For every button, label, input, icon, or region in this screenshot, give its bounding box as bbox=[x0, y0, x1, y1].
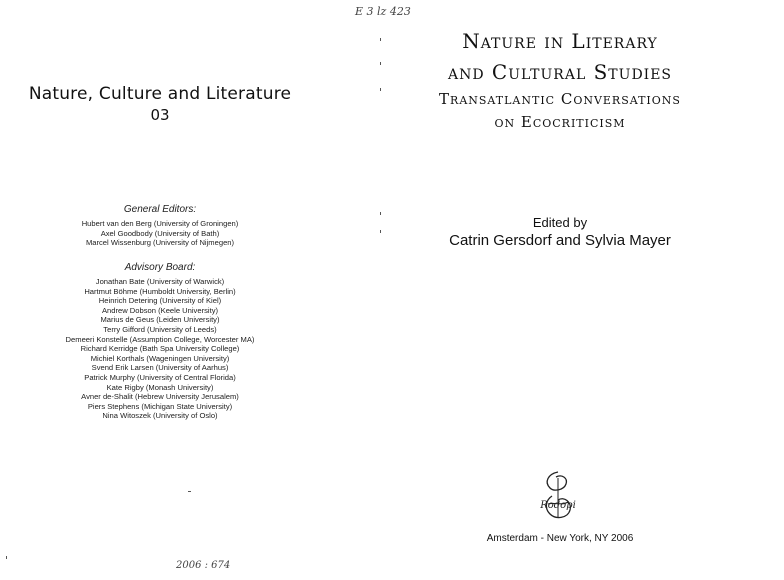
edited-by-label: Edited by bbox=[532, 215, 588, 230]
board-member: Heinrich Detering (University of Kiel) bbox=[98, 296, 222, 306]
board-member: Michiel Korthals (Wageningen University) bbox=[90, 353, 230, 363]
publisher-logo-text: Rodopi bbox=[540, 500, 576, 511]
board-member: Hartmut Böhme (Humboldt University, Berlin) bbox=[84, 286, 236, 296]
series-title: Nature, Culture and Literature bbox=[28, 84, 292, 104]
general-editor: Axel Goodbody (University of Bath) bbox=[100, 228, 220, 238]
book-title-line: Nature in Literary bbox=[462, 29, 658, 53]
publisher-logo bbox=[538, 468, 578, 524]
general-editor: Marcel Wissenburg (University of Nijmegen) bbox=[85, 238, 235, 248]
handwritten-shelfmark-top: E 3 lz 423 bbox=[355, 5, 411, 18]
imprint: Amsterdam - New York, NY 2006 bbox=[486, 533, 634, 544]
general-editor: Hubert van den Berg (University of Groningen) bbox=[81, 219, 239, 228]
scan-speck bbox=[6, 556, 7, 559]
volume-editors: Catrin Gersdorf and Sylvia Mayer bbox=[449, 232, 671, 249]
board-member: Svend Erik Larsen (University of Aarhus) bbox=[91, 363, 229, 373]
book-title bbox=[390, 26, 730, 88]
series-number: 03 bbox=[150, 106, 170, 124]
book-title-line: and Cultural Studies bbox=[447, 60, 673, 84]
board-member: Piers Stephens (Michigan State University) bbox=[87, 401, 233, 411]
board-member: Andrew Dobson (Keele University) bbox=[101, 305, 219, 315]
right-page bbox=[390, 0, 784, 580]
advisory-board-section bbox=[0, 262, 320, 421]
advisory-board-heading: Advisory Board: bbox=[124, 262, 196, 273]
scan-speck bbox=[380, 62, 381, 65]
scan-speck bbox=[380, 88, 381, 91]
book-subtitle-line: on Ecocriticism bbox=[494, 113, 626, 131]
book-subtitle-line: Transatlantic Conversations bbox=[439, 90, 681, 108]
board-member: Patrick Murphy (University of Central Florida) bbox=[84, 372, 236, 382]
board-member: Terry Gifford (University of Leeds) bbox=[103, 324, 217, 334]
left-page bbox=[0, 0, 390, 580]
scan-speck bbox=[380, 38, 381, 41]
board-member: Richard Kerridge (Bath Spa University College) bbox=[80, 344, 240, 354]
board-member: Avner de-Shalit (Hebrew University Jerusalem) bbox=[81, 392, 239, 402]
general-editors-section bbox=[0, 204, 320, 248]
general-editors-list bbox=[0, 219, 320, 248]
board-member: Nina Witoszek (University of Oslo) bbox=[102, 411, 218, 421]
scan-speck bbox=[380, 230, 381, 233]
advisory-board-list bbox=[0, 277, 320, 421]
scan-speck bbox=[380, 212, 381, 215]
book-subtitle bbox=[390, 88, 730, 134]
handwritten-shelfmark-bottom: 2006 : 674 bbox=[176, 560, 231, 571]
board-member: Marius de Geus (Leiden University) bbox=[100, 315, 220, 325]
board-member: Kate Rigby (Monash University) bbox=[106, 382, 214, 392]
scan-speck bbox=[188, 491, 191, 492]
board-member: Jonathan Bate (University of Warwick) bbox=[95, 277, 225, 286]
board-member: Demeeri Konstelle (Assumption College, Worcester MA) bbox=[65, 334, 255, 344]
general-editors-heading: General Editors: bbox=[123, 204, 197, 215]
